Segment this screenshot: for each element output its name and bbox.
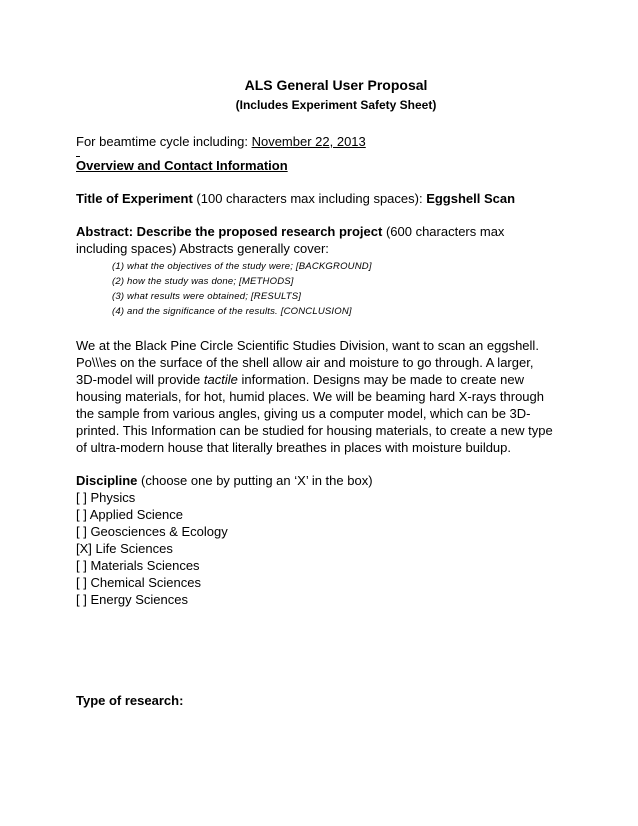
discipline-option-geosciences: [ ] Geosciences & Ecology bbox=[76, 524, 228, 539]
document-title: ALS General User Proposal bbox=[244, 77, 428, 93]
abstract-hint: (600 characters max including spaces) Abstracts generally cover: bbox=[76, 224, 505, 256]
research-type-label: Type of research: bbox=[76, 693, 184, 708]
abstract-text-part: information. Designs may be made to create new housing materials, for hot, humid places. We will be beaming hard X-rays through the sample from various angles, giving us a computer model, which can be 3D-printed. This Information can be studied for housing materials, to create a new type of ultra-modern house that literally breathes in places with moisture buildup. bbox=[76, 372, 553, 455]
abstract-text-emphasis: tactile bbox=[203, 372, 238, 387]
beamtime-cycle-value: November 22, 2013 bbox=[251, 134, 366, 149]
beamtime-cycle-label: For beamtime cycle including: bbox=[76, 134, 252, 149]
list-item: (4) and the significance of the results. [CONCLUSION] bbox=[112, 306, 352, 317]
underline-mark bbox=[76, 150, 80, 157]
abstract-text bbox=[76, 337, 556, 456]
abstract-text-part: We at the Black Pine Circle Scientific Studies Division, want to scan an eggshell. Po\\\es on the surface of the shell allow air and moisture to go through. A larger, 3D-model will provide bbox=[76, 338, 539, 387]
discipline-row bbox=[76, 472, 556, 489]
list-item: (3) what results were obtained; [RESULTS] bbox=[112, 291, 302, 302]
experiment-title-label: Title of Experiment bbox=[76, 191, 193, 206]
abstract-row bbox=[76, 223, 556, 257]
experiment-title-hint: (100 characters max including spaces): bbox=[192, 191, 427, 206]
discipline-option-materials-sciences: [ ] Materials Sciences bbox=[76, 558, 200, 573]
document-page bbox=[76, 76, 556, 608]
discipline-option-applied-science: [ ] Applied Science bbox=[76, 507, 183, 522]
discipline-option-life-sciences: [X] Life Sciences bbox=[76, 541, 173, 556]
discipline-option-chemical-sciences: [ ] Chemical Sciences bbox=[76, 575, 201, 590]
discipline-option-physics: [ ] Physics bbox=[76, 490, 136, 505]
list-item: (2) how the study was done; [METHODS] bbox=[112, 276, 294, 287]
discipline-hint: (choose one by putting an ‘X’ in the box) bbox=[137, 473, 373, 488]
list-item: (1) what the objectives of the study were; [BACKGROUND] bbox=[112, 261, 372, 272]
beamtime-cycle bbox=[76, 133, 556, 150]
experiment-title-row bbox=[76, 190, 556, 207]
abstract-guidelines bbox=[76, 259, 556, 319]
discipline-options bbox=[76, 489, 556, 608]
document-subtitle: (Includes Experiment Safety Sheet) bbox=[235, 98, 437, 112]
discipline-label: Discipline bbox=[76, 473, 138, 488]
overview-heading: Overview and Contact Information bbox=[76, 158, 288, 173]
experiment-title-value: Eggshell Scan bbox=[426, 191, 516, 206]
abstract-label: Abstract: Describe the proposed research project bbox=[76, 224, 383, 239]
discipline-option-energy-sciences: [ ] Energy Sciences bbox=[76, 592, 188, 607]
